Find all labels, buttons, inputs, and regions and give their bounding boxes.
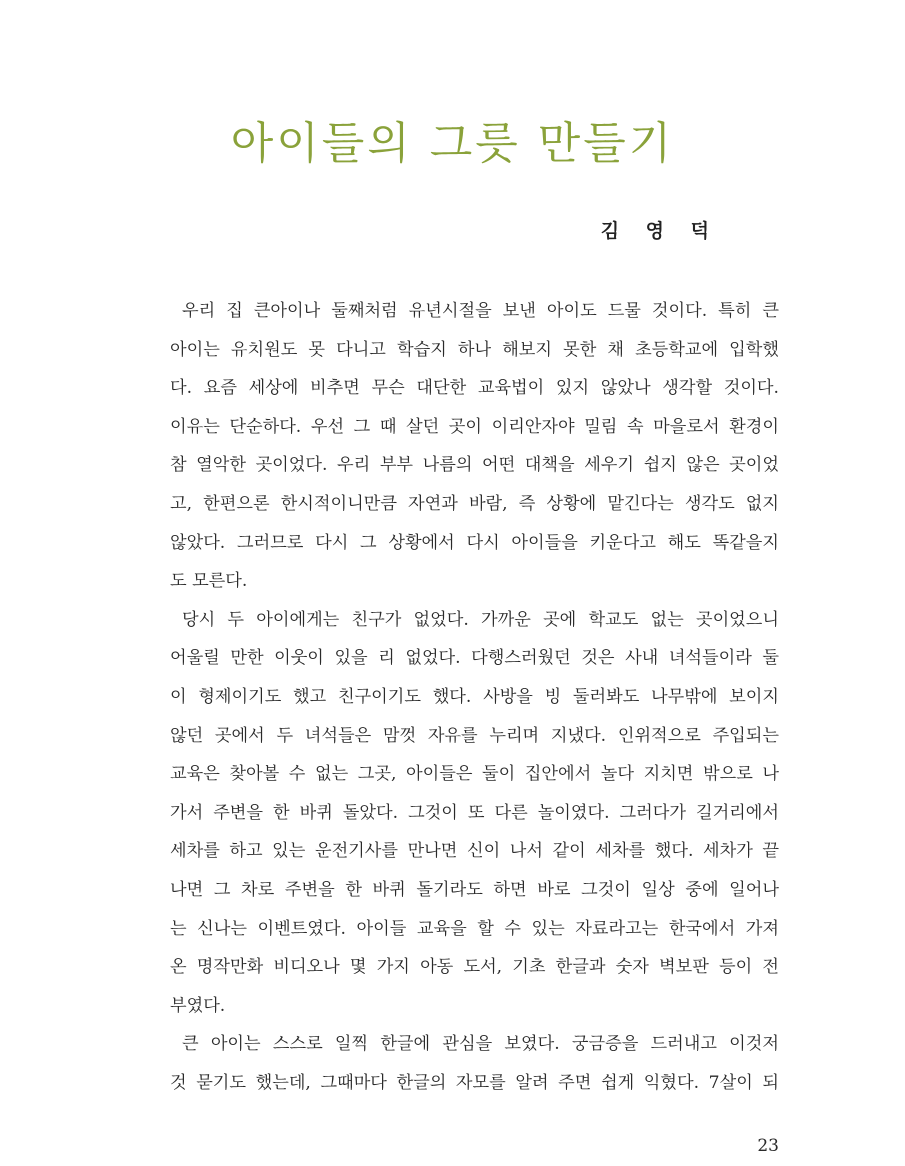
page-title: 아이들의 그릇 만들기 bbox=[230, 118, 675, 169]
text-line: 어울릴 만한 이웃이 있을 리 없었다. 다행스러웠던 것은 사내 녀석들이라 둘 bbox=[170, 648, 779, 669]
text-line: 교육은 찾아볼 수 없는 그곳, 아이들은 둘이 집안에서 놀다 지치면 밖으로 나 bbox=[170, 764, 779, 785]
text-line: 가서 주변을 한 바퀴 돌았다. 그것이 또 다른 놀이였다. 그러다가 길거리에서 bbox=[170, 802, 779, 823]
text-line: 다. 요즘 세상에 비추면 무슨 대단한 교육법이 있지 않았나 생각할 것이다. bbox=[170, 378, 779, 399]
text-line: 온 명작만화 비디오나 몇 가지 아동 도서, 기초 한글과 숫자 벽보판 등이 전 bbox=[170, 957, 779, 978]
text-line: 고, 한편으론 한시적이니만큼 자연과 바람, 즉 상황에 맡긴다는 생각도 없지 bbox=[170, 493, 779, 514]
author-name: 김 영 덕 bbox=[600, 220, 719, 242]
text-line: 는 신나는 이벤트였다. 아이들 교육을 할 수 있는 자료라고는 한국에서 가져 bbox=[170, 918, 779, 939]
text-line: 부였다. bbox=[170, 995, 226, 1016]
text-line: 않았다. 그러므로 다시 그 상황에서 다시 아이들을 키운다고 해도 똑같을지 bbox=[170, 532, 779, 553]
text-line: 이유는 단순하다. 우선 그 때 살던 곳이 이리안자야 밀림 속 마을로서 환경이 bbox=[170, 416, 779, 437]
page-number: 23 bbox=[757, 1136, 779, 1156]
text-line: 큰 아이는 스스로 일찍 한글에 관심을 보였다. 궁금증을 드러내고 이것저 bbox=[182, 1034, 779, 1055]
text-line: 나면 그 차로 주변을 한 바퀴 돌기라도 하면 바로 그것이 일상 중에 일어나 bbox=[170, 879, 779, 900]
text-line: 이 형제이기도 했고 친구이기도 했다. 사방을 빙 둘러봐도 나무밖에 보이지 bbox=[170, 686, 779, 707]
text-line: 도 모른다. bbox=[170, 571, 248, 592]
text-line: 세차를 하고 있는 운전기사를 만나면 신이 나서 같이 세차를 했다. 세차가 끝 bbox=[170, 841, 779, 862]
body-text bbox=[170, 292, 779, 1102]
text-line: 것 묻기도 했는데, 그때마다 한글의 자모를 알려 주면 쉽게 익혔다. 7살이 되 bbox=[170, 1072, 779, 1093]
text-line: 우리 집 큰아이나 둘째처럼 유년시절을 보낸 아이도 드물 것이다. 특히 큰 bbox=[182, 301, 779, 321]
text-line: 않던 곳에서 두 녀석들은 맘껏 자유를 누리며 지냈다. 인위적으로 주입되는 bbox=[170, 725, 779, 746]
text-line: 참 열악한 곳이었다. 우리 부부 나름의 어떤 대책을 세우기 쉽지 않은 곳이었 bbox=[170, 455, 779, 476]
text-line: 아이는 유치원도 못 다니고 학습지 하나 해보지 못한 채 초등학교에 입학했 bbox=[170, 339, 779, 360]
text-line: 당시 두 아이에게는 친구가 없었다. 가까운 곳에 학교도 없는 곳이었으니 bbox=[182, 609, 779, 630]
